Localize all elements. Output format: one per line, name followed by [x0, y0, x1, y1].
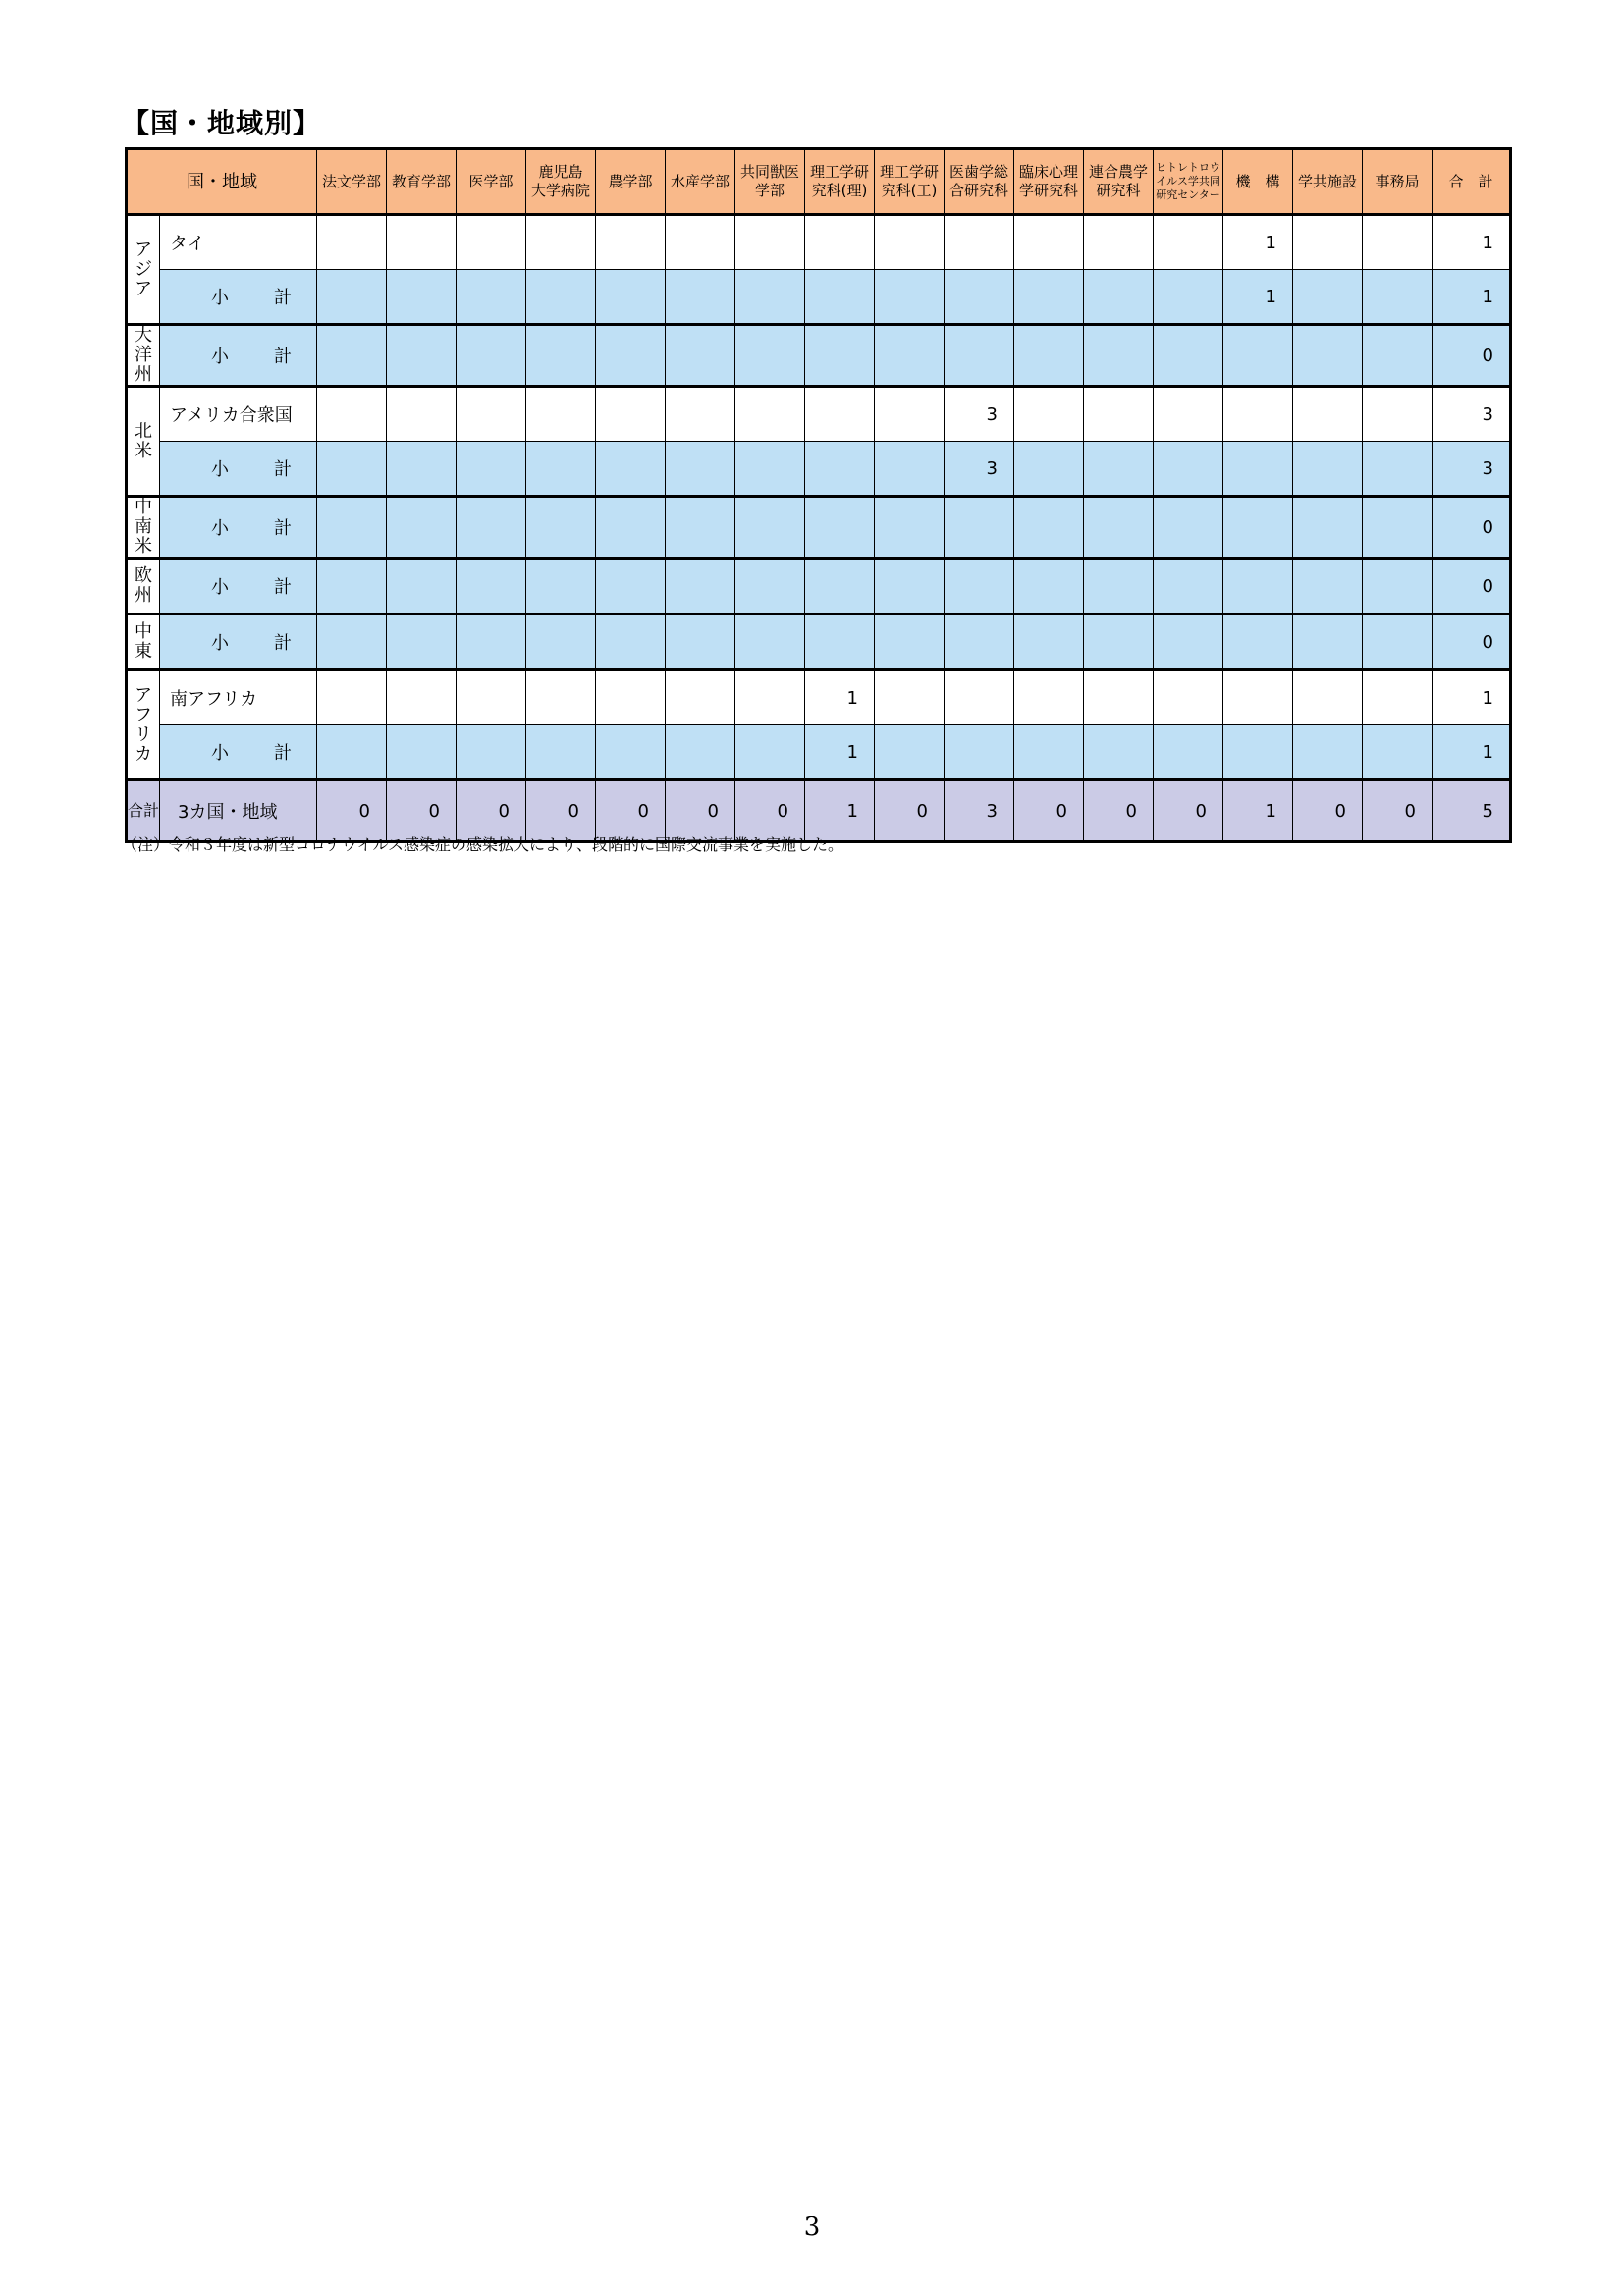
value-cell: 1	[1223, 270, 1293, 325]
table-header-row	[127, 149, 1511, 215]
value-cell	[735, 497, 805, 559]
value-cell	[457, 559, 526, 614]
value-cell	[666, 614, 735, 670]
header-col: 鹿児島 大学病院	[526, 149, 596, 215]
value-cell	[526, 725, 596, 780]
value-cell: 3	[1433, 387, 1511, 442]
value-cell: 1	[1433, 725, 1511, 780]
value-cell: 0	[1433, 559, 1511, 614]
value-cell	[1084, 387, 1154, 442]
header-col: 臨床心理 学研究科	[1014, 149, 1084, 215]
value-cell	[666, 215, 735, 270]
country-name: アメリカ合衆国	[160, 387, 317, 442]
value-cell	[875, 442, 945, 497]
value-cell	[387, 725, 457, 780]
value-cell: 1	[1223, 215, 1293, 270]
value-cell	[596, 559, 666, 614]
country-row	[127, 215, 1511, 270]
value-cell	[1363, 215, 1433, 270]
total-value-cell: 0	[735, 780, 805, 842]
value-cell	[1154, 497, 1223, 559]
region-label: 中東	[127, 614, 160, 670]
value-cell	[875, 270, 945, 325]
value-cell	[317, 442, 387, 497]
value-cell	[317, 497, 387, 559]
header-col: 機 構	[1223, 149, 1293, 215]
value-cell	[1363, 387, 1433, 442]
value-cell	[1223, 614, 1293, 670]
value-cell	[596, 215, 666, 270]
value-cell	[1293, 387, 1363, 442]
value-cell	[1084, 442, 1154, 497]
value-cell	[457, 215, 526, 270]
country-row	[127, 670, 1511, 725]
value-cell	[1154, 559, 1223, 614]
total-value-cell: 0	[1154, 780, 1223, 842]
total-value-cell: 0	[1014, 780, 1084, 842]
value-cell	[1154, 442, 1223, 497]
header-col: 教育学部	[387, 149, 457, 215]
value-cell	[526, 559, 596, 614]
value-cell	[387, 559, 457, 614]
value-cell	[596, 325, 666, 387]
value-cell	[735, 559, 805, 614]
value-cell	[1014, 325, 1084, 387]
value-cell	[1293, 670, 1363, 725]
subtotal-label: 小 計	[160, 725, 317, 780]
value-cell	[1014, 215, 1084, 270]
value-cell	[317, 270, 387, 325]
value-cell	[1084, 725, 1154, 780]
value-cell: 0	[1433, 614, 1511, 670]
value-cell	[875, 215, 945, 270]
value-cell	[317, 559, 387, 614]
subtotal-row	[127, 442, 1511, 497]
value-cell	[1014, 270, 1084, 325]
value-cell	[735, 215, 805, 270]
total-label: 合計	[127, 780, 160, 842]
value-cell	[1223, 497, 1293, 559]
value-cell	[1084, 670, 1154, 725]
value-cell: 1	[1433, 270, 1511, 325]
header-col: 水産学部	[666, 149, 735, 215]
value-cell	[526, 442, 596, 497]
value-cell	[1223, 387, 1293, 442]
value-cell	[1084, 325, 1154, 387]
value-cell	[945, 215, 1014, 270]
value-cell	[457, 325, 526, 387]
value-cell	[457, 670, 526, 725]
header-col: 農学部	[596, 149, 666, 215]
subtotal-label: 小 計	[160, 270, 317, 325]
value-cell	[1363, 442, 1433, 497]
value-cell	[666, 670, 735, 725]
total-value-cell: 0	[1363, 780, 1433, 842]
value-cell	[875, 725, 945, 780]
region-label: アジア	[127, 215, 160, 325]
value-cell: 3	[945, 387, 1014, 442]
value-cell	[875, 387, 945, 442]
value-cell	[1293, 497, 1363, 559]
value-cell: 1	[1433, 215, 1511, 270]
value-cell	[735, 270, 805, 325]
value-cell	[945, 325, 1014, 387]
exchange-table	[125, 147, 1512, 843]
value-cell	[387, 387, 457, 442]
value-cell	[1084, 497, 1154, 559]
value-cell	[1154, 215, 1223, 270]
value-cell	[666, 725, 735, 780]
value-cell	[666, 270, 735, 325]
value-cell	[1223, 670, 1293, 725]
value-cell	[457, 270, 526, 325]
value-cell	[875, 497, 945, 559]
value-cell	[1293, 215, 1363, 270]
table-body	[127, 215, 1511, 842]
value-cell	[1363, 559, 1433, 614]
value-cell	[1293, 559, 1363, 614]
subtotal-row	[127, 614, 1511, 670]
value-cell	[317, 614, 387, 670]
value-cell	[317, 387, 387, 442]
region-label: 中南米	[127, 497, 160, 559]
value-cell	[805, 614, 875, 670]
value-cell	[945, 670, 1014, 725]
total-value-cell: 0	[596, 780, 666, 842]
total-value-cell: 0	[875, 780, 945, 842]
subtotal-row	[127, 497, 1511, 559]
total-value-cell: 3	[945, 780, 1014, 842]
header-col: 合 計	[1433, 149, 1511, 215]
value-cell	[457, 497, 526, 559]
value-cell	[805, 497, 875, 559]
value-cell	[875, 325, 945, 387]
value-cell	[457, 614, 526, 670]
value-cell	[666, 387, 735, 442]
region-label: 大洋州	[127, 325, 160, 387]
header-col: 医学部	[457, 149, 526, 215]
value-cell	[526, 387, 596, 442]
value-cell	[387, 497, 457, 559]
value-cell	[805, 270, 875, 325]
value-cell	[1154, 670, 1223, 725]
section-title: 【国・地域別】	[122, 107, 322, 139]
value-cell: 1	[1433, 670, 1511, 725]
value-cell	[1014, 387, 1084, 442]
value-cell	[1154, 387, 1223, 442]
value-cell	[1363, 614, 1433, 670]
value-cell	[1014, 442, 1084, 497]
value-cell	[1154, 725, 1223, 780]
value-cell: 3	[945, 442, 1014, 497]
value-cell	[317, 725, 387, 780]
total-value-cell: 0	[457, 780, 526, 842]
value-cell	[1154, 614, 1223, 670]
value-cell	[666, 559, 735, 614]
value-cell	[1363, 670, 1433, 725]
total-value-cell: 0	[1293, 780, 1363, 842]
value-cell	[1014, 559, 1084, 614]
total-value-cell: 5	[1433, 780, 1511, 842]
value-cell	[596, 725, 666, 780]
subtotal-label: 小 計	[160, 497, 317, 559]
value-cell	[526, 270, 596, 325]
value-cell	[945, 559, 1014, 614]
value-cell	[875, 670, 945, 725]
header-region: 国・地域	[127, 149, 317, 215]
total-value-cell: 1	[805, 780, 875, 842]
value-cell	[526, 614, 596, 670]
total-count-label: 3カ国・地域	[160, 780, 317, 842]
value-cell	[1363, 725, 1433, 780]
value-cell	[735, 442, 805, 497]
value-cell	[1293, 725, 1363, 780]
value-cell	[735, 325, 805, 387]
value-cell	[387, 270, 457, 325]
value-cell	[1293, 325, 1363, 387]
value-cell: 3	[1433, 442, 1511, 497]
value-cell	[805, 442, 875, 497]
total-value-cell: 0	[526, 780, 596, 842]
value-cell	[666, 442, 735, 497]
value-cell: 1	[805, 725, 875, 780]
value-cell	[735, 614, 805, 670]
value-cell	[875, 559, 945, 614]
value-cell	[1223, 325, 1293, 387]
value-cell	[317, 325, 387, 387]
value-cell: 1	[805, 670, 875, 725]
value-cell	[1084, 215, 1154, 270]
header-col: 医歯学総 合研究科	[945, 149, 1014, 215]
value-cell	[596, 497, 666, 559]
value-cell	[457, 442, 526, 497]
value-cell	[1363, 270, 1433, 325]
country-name: 南アフリカ	[160, 670, 317, 725]
value-cell	[596, 387, 666, 442]
total-value-cell: 0	[317, 780, 387, 842]
total-value-cell: 0	[666, 780, 735, 842]
value-cell	[1014, 614, 1084, 670]
subtotal-label: 小 計	[160, 325, 317, 387]
value-cell	[596, 442, 666, 497]
value-cell	[1223, 725, 1293, 780]
subtotal-label: 小 計	[160, 559, 317, 614]
value-cell	[875, 614, 945, 670]
value-cell	[387, 670, 457, 725]
region-label: アフリカ	[127, 670, 160, 780]
value-cell	[457, 725, 526, 780]
total-value-cell: 1	[1223, 780, 1293, 842]
total-value-cell: 0	[387, 780, 457, 842]
value-cell: 0	[1433, 325, 1511, 387]
value-cell	[1363, 325, 1433, 387]
value-cell	[945, 614, 1014, 670]
value-cell	[945, 270, 1014, 325]
value-cell	[1154, 325, 1223, 387]
header-col: 共同獣医 学部	[735, 149, 805, 215]
header-col: 理工学研 究科(工)	[875, 149, 945, 215]
region-label: 北米	[127, 387, 160, 497]
value-cell	[526, 215, 596, 270]
value-cell	[1084, 559, 1154, 614]
value-cell	[387, 614, 457, 670]
value-cell	[1293, 442, 1363, 497]
value-cell	[1084, 270, 1154, 325]
header-col: 理工学研 究科(理)	[805, 149, 875, 215]
value-cell	[1154, 270, 1223, 325]
value-cell	[387, 215, 457, 270]
value-cell	[387, 442, 457, 497]
header-col: 学共施設	[1293, 149, 1363, 215]
value-cell: 0	[1433, 497, 1511, 559]
value-cell	[526, 497, 596, 559]
page-number: 3	[803, 2213, 821, 2242]
value-cell	[945, 725, 1014, 780]
header-col: 連合農学 研究科	[1084, 149, 1154, 215]
value-cell	[805, 559, 875, 614]
value-cell	[1293, 270, 1363, 325]
value-cell	[1223, 442, 1293, 497]
value-cell	[805, 387, 875, 442]
value-cell	[735, 670, 805, 725]
value-cell	[735, 387, 805, 442]
region-label: 欧州	[127, 559, 160, 614]
value-cell	[805, 215, 875, 270]
value-cell	[457, 387, 526, 442]
value-cell	[1014, 725, 1084, 780]
country-name: タイ	[160, 215, 317, 270]
value-cell	[735, 725, 805, 780]
subtotal-row	[127, 559, 1511, 614]
value-cell	[1014, 670, 1084, 725]
value-cell	[1084, 614, 1154, 670]
value-cell	[317, 670, 387, 725]
footnote: （注）令和３年度は新型コロナウイルス感染症の感染拡大により、段階的に国際交流事業を実施した。	[122, 835, 844, 854]
total-value-cell: 0	[1084, 780, 1154, 842]
subtotal-row	[127, 725, 1511, 780]
value-cell	[387, 325, 457, 387]
value-cell	[317, 215, 387, 270]
subtotal-row	[127, 325, 1511, 387]
value-cell	[1223, 559, 1293, 614]
value-cell	[1014, 497, 1084, 559]
value-cell	[666, 325, 735, 387]
value-cell	[596, 614, 666, 670]
value-cell	[1363, 497, 1433, 559]
value-cell	[596, 270, 666, 325]
header-col: 法文学部	[317, 149, 387, 215]
country-row	[127, 387, 1511, 442]
value-cell	[666, 497, 735, 559]
value-cell	[526, 325, 596, 387]
subtotal-label: 小 計	[160, 614, 317, 670]
header-col: ヒトレトロウ イルス学共同 研究センター	[1154, 149, 1223, 215]
value-cell	[596, 670, 666, 725]
value-cell	[1293, 614, 1363, 670]
value-cell	[805, 325, 875, 387]
subtotal-row	[127, 270, 1511, 325]
subtotal-label: 小 計	[160, 442, 317, 497]
header-col: 事務局	[1363, 149, 1433, 215]
value-cell	[945, 497, 1014, 559]
value-cell	[526, 670, 596, 725]
